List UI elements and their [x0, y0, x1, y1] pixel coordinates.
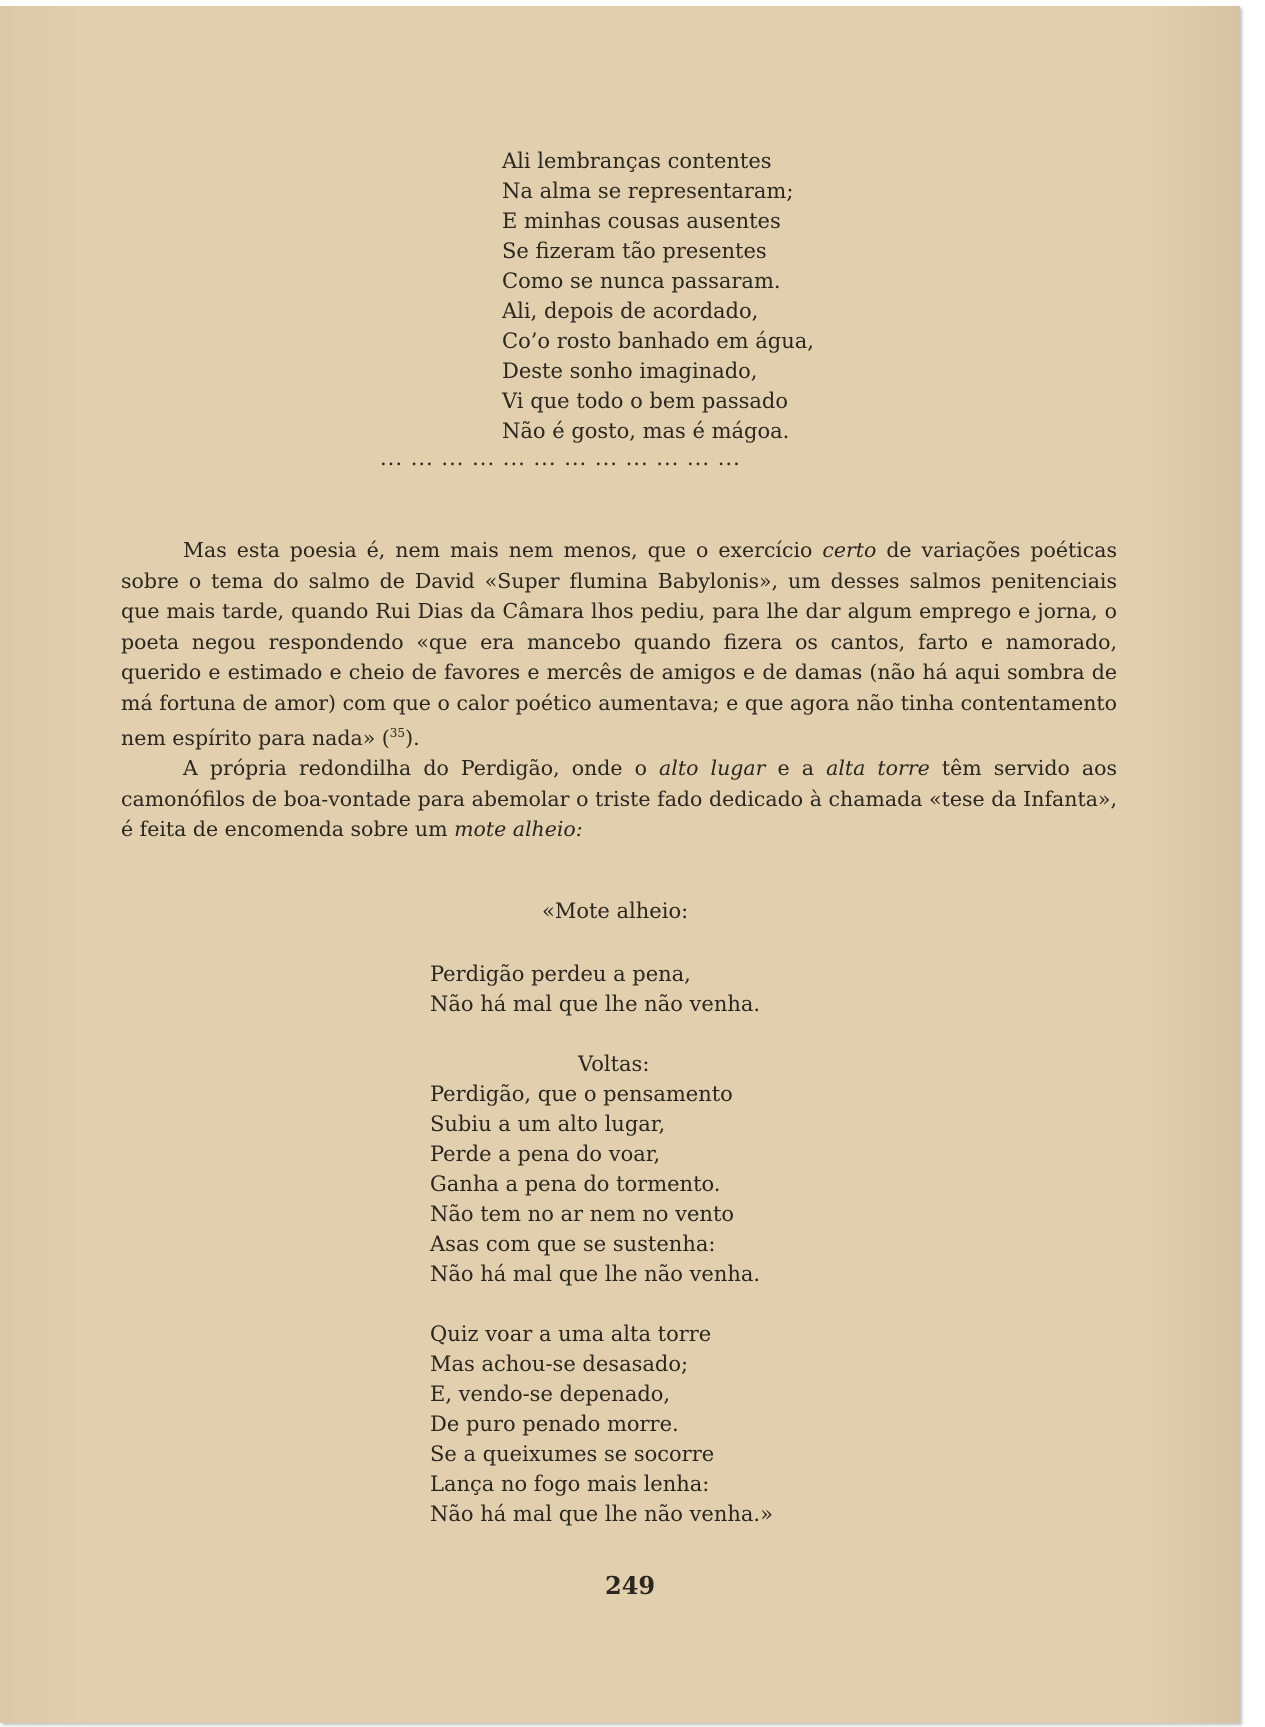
ellipsis-line: ... ... ... ... ... ... ... ... ... ... ... ...	[380, 446, 741, 470]
motto-title: «Mote alheio:	[542, 899, 689, 923]
poem-line: Lança no fogo mais lenha:	[430, 1472, 710, 1496]
poem-top	[502, 146, 814, 446]
poem-line: Perdigão, que o pensamento	[430, 1082, 733, 1106]
paragraph-text: e a	[765, 756, 827, 781]
voltas-stanza-2	[430, 1319, 773, 1529]
poem-line: E, vendo-se depenado,	[430, 1382, 671, 1406]
poem-line: Na alma se representaram;	[502, 179, 794, 203]
poem-line: Subiu a um alto lugar,	[430, 1112, 666, 1136]
italic-text: certo	[822, 538, 877, 562]
poem-line: Perdigão perdeu a pena,	[430, 962, 691, 986]
voltas-title: Voltas:	[578, 1052, 650, 1076]
paragraph-text: ).	[405, 725, 420, 750]
poem-line: Asas com que se sustenha:	[430, 1232, 716, 1256]
voltas-stanza-1	[430, 1049, 773, 1289]
poem-line: Ganha a pena do tormento.	[430, 1172, 721, 1196]
poem-line: Não tem no ar nem no vento	[430, 1202, 735, 1226]
poem-line: Como se nunca passaram.	[502, 269, 781, 293]
poem-line: Co’o rosto banhado em água,	[502, 329, 814, 353]
poem-line: E minhas cousas ausentes	[502, 209, 781, 233]
poem-line: Não é gosto, mas é mágoa.	[502, 419, 790, 443]
poem-line: De puro penado morre.	[430, 1412, 679, 1436]
poem-line: Não há mal que lhe não venha.»	[430, 1502, 773, 1526]
poem-line: Vi que todo o bem passado	[502, 389, 789, 413]
poem-line: Ali lembranças contentes	[502, 149, 772, 173]
motto-stanza	[430, 959, 773, 1019]
italic-text: alta torre	[826, 756, 930, 781]
poem-line: Mas achou-se desasado;	[430, 1352, 689, 1376]
page-number: 249	[605, 1571, 656, 1600]
poem-line: Ali, depois de acordado,	[502, 299, 759, 323]
poem-line: Se a queixumes se socorre	[430, 1442, 715, 1466]
poem-line: Perde a pena do voar,	[430, 1142, 661, 1166]
paragraph-2	[121, 753, 1117, 845]
italic-text: mote alheio:	[454, 817, 583, 842]
poem-perdigao	[430, 959, 773, 1559]
italic-text: alto lugar	[659, 756, 766, 781]
book-page	[0, 6, 1240, 1723]
poem-line: Se fizeram tão presentes	[502, 239, 767, 263]
poem-line: Deste sonho imaginado,	[502, 359, 758, 383]
paragraph-text: A própria redondilha do Perdigão, onde o	[183, 756, 660, 781]
body-text	[121, 535, 1117, 845]
poem-line: Quiz voar a uma alta torre	[430, 1322, 712, 1346]
footnote-ref: 35	[389, 726, 406, 740]
paragraph-text: de variações poéticas sobre o tema do salmo de David «Super flumina Babylonis», um desses salmos penitenciais que mais tarde, quando Rui Dias da Câmara lhos pediu, para lhe dar algum emprego e jorna, o poeta negou respondendo «que era mancebo quando fizera os cantos, farto e namorado, querido e estimado e cheio de favores e mercês de amigos e de damas (não há aqui sombra de má fortuna de amor) com que o calor poético aumentava; e que agora não tinha contentamento nem espírito para nada» (	[121, 538, 1117, 750]
paragraph-1	[121, 535, 1117, 753]
paragraph-text: têm servido aos camonófilos de boa-vontade para abemolar o triste fado dedicado à chamada «tese da Infanta», é feita de encomenda sobre um	[121, 756, 1118, 842]
paragraph-text: Mas esta poesia é, nem mais nem menos, que o exercício	[183, 538, 823, 562]
poem-line: Não há mal que lhe não venha.	[430, 992, 761, 1016]
poem-line: Não há mal que lhe não venha.	[430, 1262, 761, 1286]
